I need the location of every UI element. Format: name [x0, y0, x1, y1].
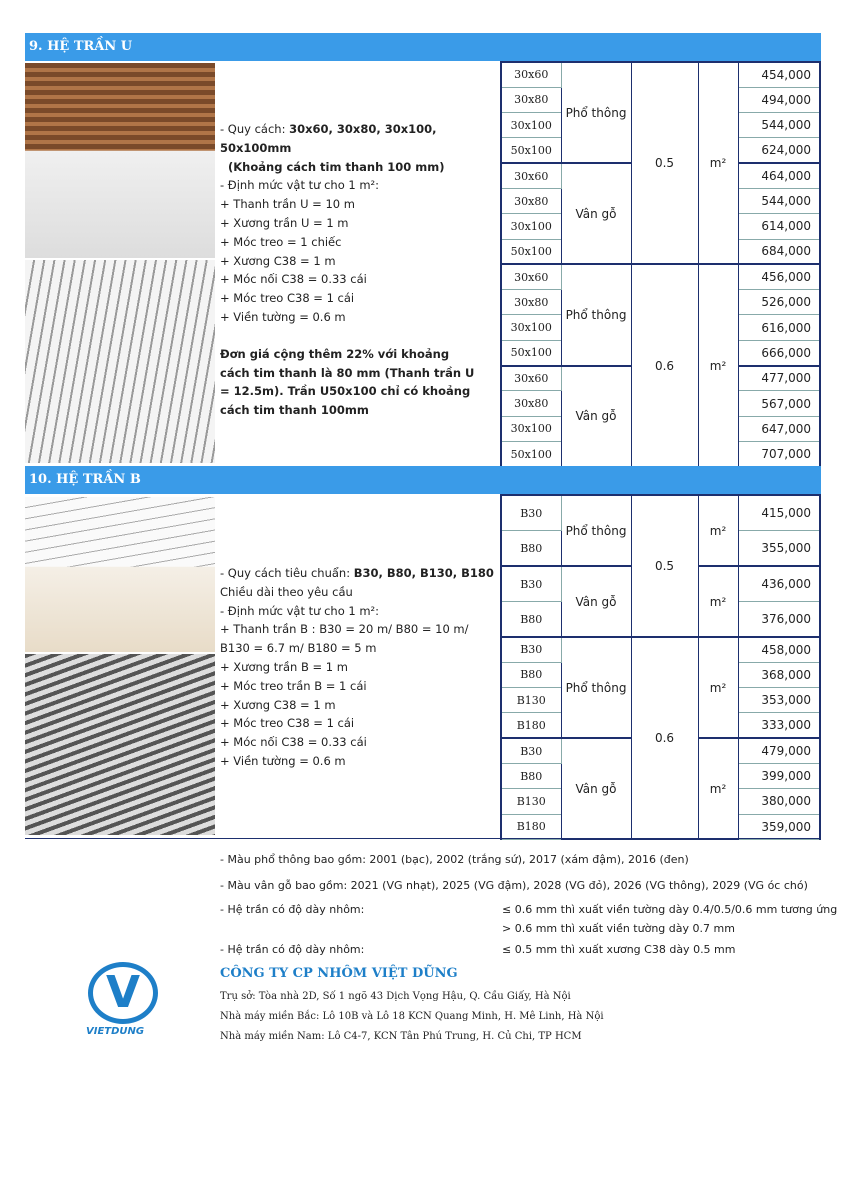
size-cell: B30 — [501, 495, 561, 531]
price-cell: 399,000 — [738, 763, 820, 788]
b-ceiling-description — [220, 564, 498, 771]
price-cell: 494,000 — [738, 87, 820, 112]
thickness-cell: 0.5 — [631, 495, 698, 637]
price-cell: 544,000 — [738, 113, 820, 138]
size-cell: 50x100 — [501, 441, 561, 466]
size-cell: 50x100 — [501, 340, 561, 365]
desc-line: Chiều dài theo yêu cầu — [220, 584, 353, 599]
size-cell: 30x80 — [501, 290, 561, 315]
price-cell: 479,000 — [738, 738, 820, 763]
u-ceiling-photo-wood — [25, 63, 215, 258]
type-cell: Vân gỗ — [561, 163, 631, 264]
type-cell: Phổ thông — [561, 495, 631, 566]
price-cell: 477,000 — [738, 366, 820, 391]
size-cell: 50x100 — [501, 138, 561, 163]
type-cell: Vân gỗ — [561, 366, 631, 467]
size-cell: 30x80 — [501, 188, 561, 213]
size-cell: B30 — [501, 566, 561, 602]
spec-label: - Quy cách tiêu chuẩn: — [220, 566, 354, 580]
b-ceiling-photo-curved — [25, 654, 215, 835]
company-south-factory: Nhà máy miền Nam: Lô C4-7, KCN Tân Phú Trung, H. Củ Chi, TP HCM — [220, 1031, 582, 1042]
thickness-cell: 0.5 — [631, 62, 698, 264]
desc-line: + Xương trần B = 1 m — [220, 659, 348, 674]
desc-line: + Móc treo C38 = 1 cái — [220, 716, 355, 731]
size-cell: 30x60 — [501, 163, 561, 188]
size-cell: 50x100 — [501, 239, 561, 264]
price-cell: 707,000 — [738, 441, 820, 466]
note-thickness-label: - Hệ trần có độ dày nhôm: — [220, 943, 365, 956]
table-row — [501, 495, 820, 531]
desc-line: + Móc nối C38 = 0.33 cái — [220, 735, 367, 750]
b-ceiling-price-table — [500, 494, 821, 840]
price-cell: 544,000 — [738, 188, 820, 213]
size-cell: 30x100 — [501, 416, 561, 441]
note-standard-colors: - Màu phổ thông bao gồm: 2001 (bạc), 2002 (trắng sứ), 2017 (xám đậm), 2016 (đen) — [220, 853, 689, 866]
note-wood-colors: - Màu vân gỗ bao gồm: 2021 (VG nhạt), 2025 (VG đậm), 2028 (VG đỏ), 2026 (VG thông), 2029 (VG óc chó) — [220, 879, 808, 892]
divider — [25, 838, 821, 839]
spec-note: (Khoảng cách tim thanh 100 mm) — [228, 159, 445, 174]
section-header-b: 10. HỆ TRẦN B — [25, 466, 821, 494]
thickness-cell: 0.6 — [631, 637, 698, 839]
size-cell: 30x100 — [501, 113, 561, 138]
price-cell: 614,000 — [738, 214, 820, 239]
desc-line: + Viền tường = 0.6 m — [220, 309, 346, 324]
unit-cell: m² — [698, 62, 738, 264]
section-header-u: 9. HỆ TRẦN U — [25, 33, 821, 61]
size-cell: B30 — [501, 637, 561, 662]
price-cell: 464,000 — [738, 163, 820, 188]
price-cell: 624,000 — [738, 138, 820, 163]
price-cell: 458,000 — [738, 637, 820, 662]
type-cell: Vân gỗ — [561, 738, 631, 839]
unit-cell: m² — [698, 495, 738, 566]
type-cell: Vân gỗ — [561, 566, 631, 637]
size-cell: B180 — [501, 713, 561, 738]
price-cell: 436,000 — [738, 566, 820, 602]
price-cell: 333,000 — [738, 713, 820, 738]
size-cell: B80 — [501, 602, 561, 638]
size-cell: 30x80 — [501, 391, 561, 416]
unit-cell: m² — [698, 738, 738, 839]
size-cell: 30x60 — [501, 62, 561, 87]
type-cell: Phổ thông — [561, 637, 631, 738]
size-cell: 30x80 — [501, 87, 561, 112]
u-ceiling-photo-silver — [25, 260, 215, 463]
price-cell: 376,000 — [738, 602, 820, 638]
price-cell: 456,000 — [738, 264, 820, 289]
size-cell: B130 — [501, 688, 561, 713]
size-cell: 30x60 — [501, 264, 561, 289]
price-cell: 567,000 — [738, 391, 820, 416]
price-cell: 359,000 — [738, 814, 820, 839]
note-thickness-rule: > 0.6 mm thì xuất viền tường dày 0.7 mm — [502, 922, 735, 935]
logo-text: VIETDUNG — [86, 1026, 145, 1037]
desc-line: + Móc treo = 1 chiếc — [220, 234, 342, 249]
size-cell: 30x60 — [501, 366, 561, 391]
size-cell: B80 — [501, 531, 561, 567]
desc-line: - Định mức vật tư cho 1 m²: — [220, 178, 380, 193]
spec-value: B30, B80, B130, B180 — [353, 566, 494, 580]
desc-line: + Móc treo C38 = 1 cái — [220, 291, 355, 306]
surcharge-note: Đơn giá cộng thêm 22% với khoảng cách tim thanh là 80 mm (Thanh trần U = 12.5m). Trần U50x100 chỉ có khoảng cách tim thanh 100mm — [220, 346, 475, 418]
company-north-factory: Nhà máy miền Bắc: Lô 10B và Lô 18 KCN Quang Minh, H. Mê Linh, Hà Nội — [220, 1011, 604, 1022]
size-cell: 30x100 — [501, 315, 561, 340]
u-ceiling-description — [220, 120, 498, 420]
price-cell: 647,000 — [738, 416, 820, 441]
size-cell: B180 — [501, 814, 561, 839]
size-cell: B30 — [501, 738, 561, 763]
table-row — [501, 264, 820, 289]
unit-cell: m² — [698, 264, 738, 466]
price-cell: 526,000 — [738, 290, 820, 315]
desc-line: + Thanh trần B : B30 = 20 m/ B80 = 10 m/ B130 = 6.7 m/ B180 = 5 m — [220, 622, 469, 656]
company-name: CÔNG TY CP NHÔM VIỆT DŨNG — [220, 966, 458, 981]
thickness-cell: 0.6 — [631, 264, 698, 466]
note-thickness-rule: ≤ 0.6 mm thì xuất viền tường dày 0.4/0.5/0.6 mm tương ứng — [502, 903, 838, 916]
company-hq: Trụ sở: Tòa nhà 2D, Số 1 ngõ 43 Dịch Vọng Hậu, Q. Cầu Giấy, Hà Nội — [220, 991, 571, 1002]
desc-line: + Xương C38 = 1 m — [220, 697, 336, 712]
logo-letter: V — [105, 967, 141, 1018]
unit-cell: m² — [698, 637, 738, 738]
price-cell: 368,000 — [738, 662, 820, 687]
size-cell: B80 — [501, 763, 561, 788]
desc-line: + Thanh trần U = 10 m — [220, 197, 355, 212]
desc-line: + Xương C38 = 1 m — [220, 253, 336, 268]
price-cell: 353,000 — [738, 688, 820, 713]
desc-line: + Móc treo trần B = 1 cái — [220, 678, 367, 693]
desc-line: + Viền tường = 0.6 m — [220, 753, 346, 768]
price-cell: 380,000 — [738, 789, 820, 814]
price-cell: 666,000 — [738, 340, 820, 365]
b-ceiling-photo-room — [25, 497, 215, 652]
u-ceiling-price-table — [500, 61, 821, 467]
size-cell: B80 — [501, 662, 561, 687]
unit-cell: m² — [698, 566, 738, 637]
table-row — [501, 62, 820, 87]
note-thickness-label: - Hệ trần có độ dày nhôm: — [220, 903, 365, 916]
price-cell: 454,000 — [738, 62, 820, 87]
price-cell: 415,000 — [738, 495, 820, 531]
table-row — [501, 637, 820, 662]
desc-line: + Xương trần U = 1 m — [220, 215, 349, 230]
size-cell: B130 — [501, 789, 561, 814]
price-cell: 616,000 — [738, 315, 820, 340]
price-cell: 684,000 — [738, 239, 820, 264]
note-thickness-rule: ≤ 0.5 mm thì xuất xương C38 dày 0.5 mm — [502, 943, 736, 956]
type-cell: Phổ thông — [561, 62, 631, 163]
desc-line: + Móc nối C38 = 0.33 cái — [220, 272, 367, 287]
spec-value: 30x60, 30x80, 30x100, 50x100mm — [220, 122, 437, 155]
spec-label: - Quy cách: — [220, 122, 290, 136]
price-cell: 355,000 — [738, 531, 820, 567]
size-cell: 30x100 — [501, 214, 561, 239]
type-cell: Phổ thông — [561, 264, 631, 365]
desc-line: - Định mức vật tư cho 1 m²: — [220, 603, 380, 618]
